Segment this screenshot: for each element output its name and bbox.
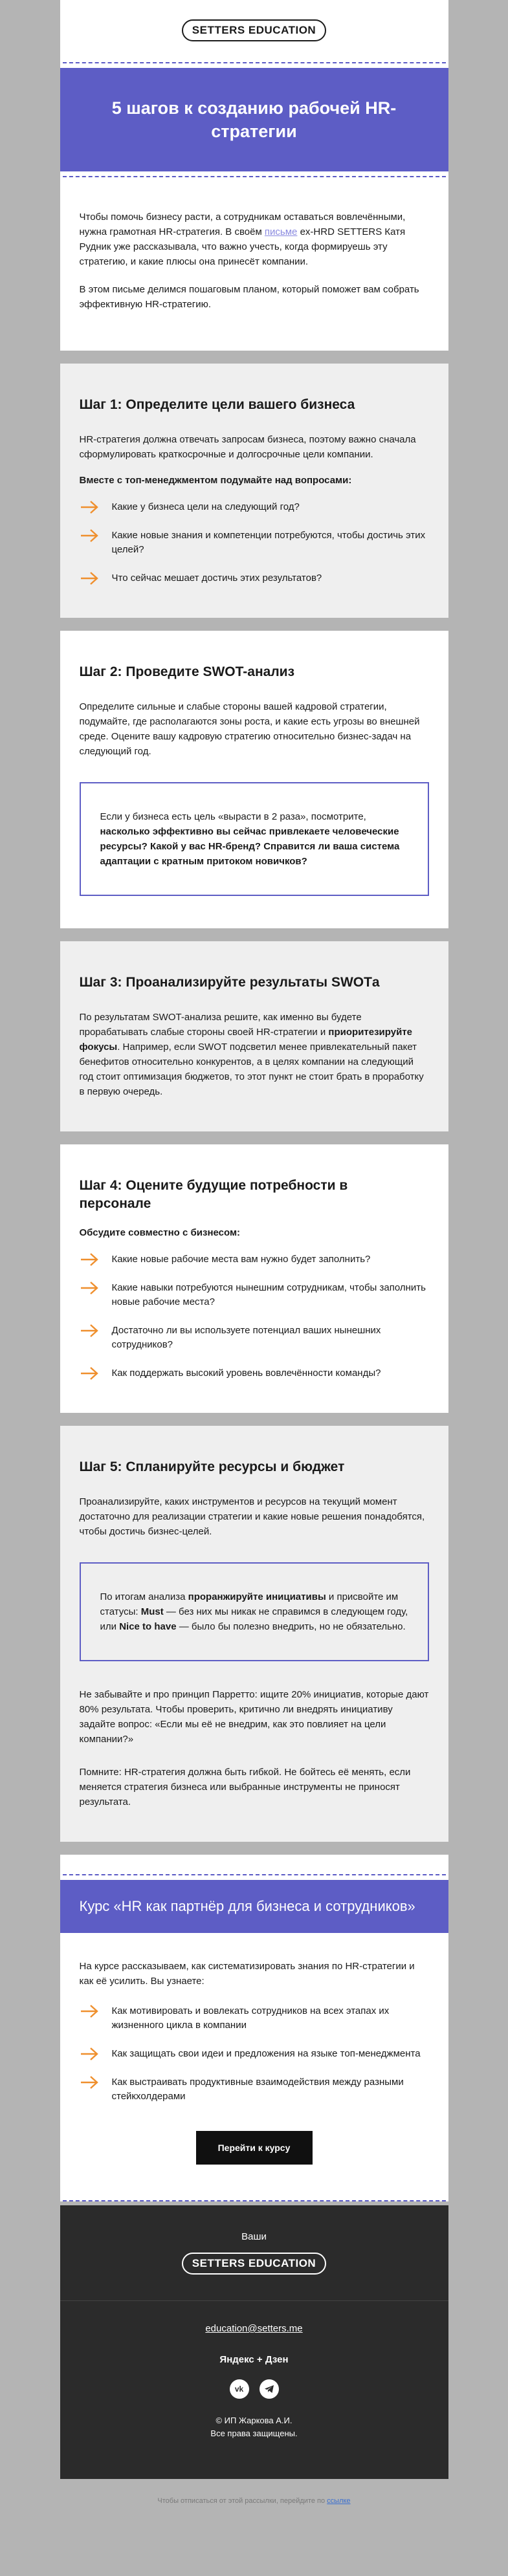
course-section <box>60 1855 448 2201</box>
list-item: Какие новые рабочие места вам нужно будет заполнить? <box>80 1252 429 1267</box>
step-title: Шаг 4: Оцените будущие потребности в персонале <box>79 1178 348 1211</box>
arrow-right-icon <box>80 500 99 514</box>
step-lead: Вместе с топ-менеджментом подумайте над вопросами: <box>79 475 352 486</box>
list-item: Какие новые знания и компетенции потребуются, чтобы достичь этих целей? <box>80 529 429 557</box>
step-2-section <box>60 631 448 928</box>
footer-logo[interactable]: SETTERS EDUCATION <box>182 2253 326 2275</box>
list-item: Как выстраивать продуктивные взаимодействия между разными стейкхолдерами <box>80 2075 429 2104</box>
arrow-right-icon <box>80 1281 99 1295</box>
step-5-section <box>60 1426 448 1842</box>
step-title: Шаг 1: Определите цели вашего бизнеса <box>79 397 355 412</box>
step-text: Помните: HR-стратегия должна быть гибкой. Не бойтесь её менять, если меняется стратегия бизнеса или выбранные инструменты не приносят результата. <box>79 1767 411 1807</box>
go-to-course-button[interactable]: Перейти к курсу <box>196 2131 313 2165</box>
dashed-divider <box>63 1874 446 1875</box>
step-text: HR-стратегия должна отвечать запросам бизнеса, поэтому важно сначала сформулировать краткосрочные и долгосрочные цели компании. <box>79 434 416 460</box>
social-links <box>60 2379 448 2399</box>
arrow-right-icon <box>80 529 99 543</box>
list-item: Что сейчас мешает достичь этих результатов? <box>80 571 429 585</box>
list-item: Как поддержать высокий уровень вовлечённости команды? <box>80 1366 429 1381</box>
email-footer <box>60 2205 448 2479</box>
list-item: Достаточно ли вы используете потенциал ваших нынешних сотрудников? <box>80 1324 429 1352</box>
letter-link[interactable]: письме <box>264 226 298 237</box>
list-item: Какие у бизнеса цели на следующий год? <box>80 500 429 514</box>
arrow-right-icon <box>80 1252 99 1267</box>
arrow-right-icon <box>80 2004 99 2018</box>
unsubscribe-note: Чтобы отписаться от этой рассылки, перейдите по ссылке <box>157 2497 351 2505</box>
unsubscribe-link[interactable]: ссылке <box>327 2497 351 2505</box>
step-title: Шаг 2: Проведите SWOT-анализ <box>79 664 295 679</box>
question-list <box>80 500 429 585</box>
arrow-right-icon <box>80 2075 99 2090</box>
list-item: Как защищать свои идеи и предложения на языке топ-менеджмента <box>80 2047 429 2061</box>
arrow-right-icon <box>80 2047 99 2061</box>
yandex-zen-brand: Яндекс + Дзен <box>219 2354 289 2365</box>
intro-text <box>60 177 448 351</box>
hero-title: 5 шагов к созданию рабочей HR-стратегии <box>60 68 448 171</box>
course-text: На курсе рассказываем, как систематизировать знания по HR-стратегии и как её усилить. Вы узнаете: <box>79 1961 415 1987</box>
highlight-box: Если у бизнеса есть цель «вырасти в 2 раза», посмотрите, насколько эффективно вы сейчас привлекаете человеческие ресурсы? Какой у вас HR-бренд? Справится ли ваша система адаптации с кратным притоком новичков? <box>80 782 429 896</box>
dashed-divider <box>63 62 446 63</box>
vk-icon[interactable]: vk <box>230 2379 249 2399</box>
intro-paragraph: В этом письме делимся пошаговым планом, который поможет вам собрать эффективную HR-стратегию. <box>79 284 419 310</box>
email-header <box>60 0 448 62</box>
course-title: Курс «HR как партнёр для бизнеса и сотрудников» <box>60 1880 448 1933</box>
step-text: По результатам SWOT-анализа решите, как именно вы будете прорабатывать слабые стороны своей HR-стратегии и приоритезируйте фокусы. Например, если SWOT подсветил менее привлекательный пакет бенефитов относительно конкурентов, а в целях компании на следующий год стоит оптимизация бюджетов, то этот пункт не стоит брать в проработку в первую очередь. <box>79 1012 424 1097</box>
step-3-section <box>60 941 448 1131</box>
copyright: © ИП Жаркова А.И. Все права защищены. <box>210 2416 298 2438</box>
list-item: Как мотивировать и вовлекать сотрудников на всех этапах их жизненного цикла в компании <box>80 2004 429 2033</box>
step-4-section <box>60 1144 448 1413</box>
step-text: Не забывайте и про принцип Парретто: ищите 20% инициатив, которые дают 80% результата. Чтобы проверить, критично ли внедрять инициативу задайте вопрос: «Если мы её не внедрим, как это повлияет на цели компании?» <box>79 1689 429 1745</box>
step-text: Определите сильные и слабые стороны вашей кадровой стратегии, подумайте, где располагаются зоны роста, и какие есть угрозы во внешней среде. Оцените вашу кадровую стратегию относительно бизнес-задач на следующий год. <box>79 701 420 757</box>
contact-email-link[interactable]: education@setters.me <box>205 2323 303 2334</box>
step-title: Шаг 5: Спланируйте ресурсы и бюджет <box>79 1459 345 1474</box>
step-lead: Обсудите совместно с бизнесом: <box>79 1227 241 1238</box>
highlight-box: По итогам анализа проранжируйте инициативы и присвойте им статусы: Must — без них мы никак не справимся в следующем году, или Nice to have — было бы полезно внедрить, но не обязательно. <box>80 1562 429 1661</box>
brand-logo[interactable]: SETTERS EDUCATION <box>182 19 326 41</box>
dashed-divider <box>63 2200 446 2201</box>
question-list <box>80 1252 429 1381</box>
arrow-right-icon <box>80 571 99 585</box>
course-benefits-list <box>80 2004 429 2104</box>
arrow-right-icon <box>80 1366 99 1381</box>
step-1-section <box>60 364 448 618</box>
list-item: Какие навыки потребуются нынешним сотрудникам, чтобы заполнить новые рабочие места? <box>80 1281 429 1309</box>
intro-paragraph: Чтобы помочь бизнесу расти, а сотрудникам оставаться вовлечёнными, нужна грамотная HR-стратегия. В своём письме ex-HRD SETTERS Катя Рудник уже рассказывала, что важно учесть, когда формируешь эту стратегию, и какие плюсы она принесёт компании. <box>79 212 406 267</box>
step-text: Проанализируйте, каких инструментов и ресурсов на текущий момент достаточно для реализации стратегии и какие новые решения понадобятся, чтобы достичь бизнес-целей. <box>79 1496 425 1537</box>
arrow-right-icon <box>80 1324 99 1338</box>
step-title: Шаг 3: Проанализируйте результаты SWOTа <box>79 975 380 990</box>
signature-text: Ваши <box>241 2231 267 2242</box>
telegram-icon[interactable] <box>260 2379 279 2399</box>
footer-divider <box>60 2300 448 2301</box>
